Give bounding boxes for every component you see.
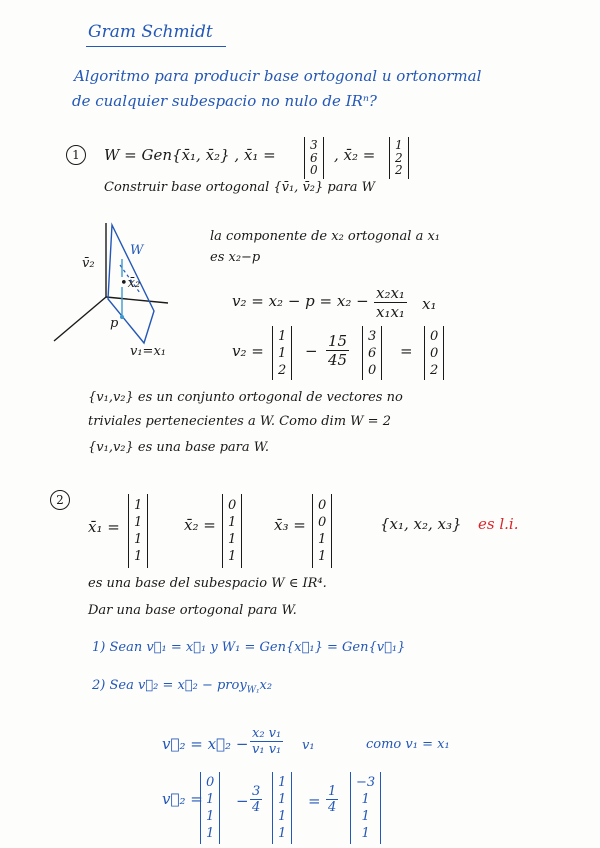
ex1-eq2-fraction: $\frac{15}{45}$ xyxy=(328,332,348,369)
ex2-eq4-vector-c: −3 1 1 1 xyxy=(350,772,381,844)
question-line-2: de cualquier subespacio no nulo de IRⁿ? xyxy=(72,92,377,110)
ex2-eq3-tail: v₁ xyxy=(302,738,315,753)
ex1-conclusion-line-3: {v₁,v₂} es una base para W. xyxy=(88,440,270,455)
exercise-1-number: 1 xyxy=(66,145,86,165)
fig-label-v2: v̄₂ xyxy=(82,256,95,271)
ex1-x1-vector: 3 6 0 xyxy=(304,137,324,179)
fig-label-v1: v₁=x₁ xyxy=(130,344,166,359)
ex2-x3-label: x̄₃ = xyxy=(274,516,306,534)
ex2-eq4-equals: = xyxy=(308,792,321,810)
ex1-conclusion-line-2: triviales pertenecientes a W. Como dim W = 2 xyxy=(88,414,391,429)
ex1-definition: W = Gen{x̄₁, x̄₂} , x̄₁ = xyxy=(104,146,276,164)
ex1-eq2-vector-b: 3 6 0 xyxy=(362,326,382,380)
ex2-eq3-note: como v₁ = x₁ xyxy=(366,737,450,752)
ex2-li-note: es l.i. xyxy=(478,515,519,533)
title-underline xyxy=(86,46,226,47)
ex1-conclusion-line-1: {v₁,v₂} es un conjunto ortogonal de vectores no xyxy=(88,390,403,405)
ex1-eq1-fraction: $\frac{\text{x₂x₁}}{\text{x₁x₁}}$ xyxy=(376,284,405,321)
ex2-eq3-fraction: $\frac{\text{x₂ v₁}}{\text{v₁ v₁}}$ xyxy=(252,726,282,757)
exercise-2-number: 2 xyxy=(50,490,70,510)
ex2-eq4-minus: − xyxy=(236,792,249,810)
ex2-eq4-fraction-2: $\frac{1}{4}$ xyxy=(328,784,337,815)
ex1-component-line-2: es x₂−p xyxy=(210,250,261,265)
ex2-eq3-lhs: v⃗₂ = x⃗₂ − xyxy=(162,735,249,753)
ex2-eq4-fraction: $\frac{3}{4}$ xyxy=(252,784,261,815)
ex2-basis-line-1: es una base del subespacio W ∈ IR⁴. xyxy=(88,576,327,591)
ex2-eq4-lhs: v⃗₂ = xyxy=(162,790,203,808)
ex2-x1-vector: 1 1 1 1 xyxy=(128,494,148,568)
ex1-x2-vector: 1 2 2 xyxy=(389,137,409,179)
ex1-eq2-vector-c: 0 0 2 xyxy=(424,326,444,380)
ex2-set: {x₁, x₂, x₃} xyxy=(380,515,462,533)
ex1-eq1-tail: x₁ xyxy=(422,295,437,313)
ex1-x2-label: , x̄₂ = xyxy=(334,146,376,164)
ex1-construct: Construir base ortogonal {v̄₁, v̄₂} para W xyxy=(104,180,375,195)
ex1-component-line-1: la componente de x₂ ortogonal a x₁ xyxy=(210,229,441,244)
ex2-step-1: 1) Sean v⃗₁ = x⃗₁ y W₁ = Gen{x⃗₁} = Gen{v⃗₁} xyxy=(92,640,406,655)
ex2-eq4-vector-b: 1 1 1 1 xyxy=(272,772,292,844)
ex1-eq2-vector-a: 1 1 2 xyxy=(272,326,292,380)
ex2-x3-vector: 0 0 1 1 xyxy=(312,494,332,568)
ex2-x1-label: x̄₁ = xyxy=(88,518,120,536)
ex2-basis-line-2: Dar una base ortogonal para W. xyxy=(88,603,297,618)
fig-label-x2: •x̄₂ xyxy=(120,276,141,291)
fig-label-w: W xyxy=(130,243,144,258)
fig-label-p: p xyxy=(110,316,119,331)
ex1-eq2-lhs: v₂ = xyxy=(232,342,264,360)
ex2-eq4-vector-a: 0 1 1 1 xyxy=(200,772,220,844)
question-line-1: Algoritmo para producir base ortogonal u ortonormal xyxy=(74,67,482,85)
ex2-step-2: 2) Sea v⃗₂ = x⃗₂ − proy$_{W_1}$x₂ xyxy=(92,678,273,696)
ex1-eq1-lhs: v₂ = x₂ − p = x₂ − xyxy=(232,292,369,310)
page-title: Gram Schmidt xyxy=(88,22,213,42)
ex1-eq2-minus: − xyxy=(305,342,318,360)
ex2-x2-vector: 0 1 1 1 xyxy=(222,494,242,568)
ex2-x2-label: x̄₂ = xyxy=(184,516,216,534)
ex1-eq2-equals: = xyxy=(400,342,413,360)
